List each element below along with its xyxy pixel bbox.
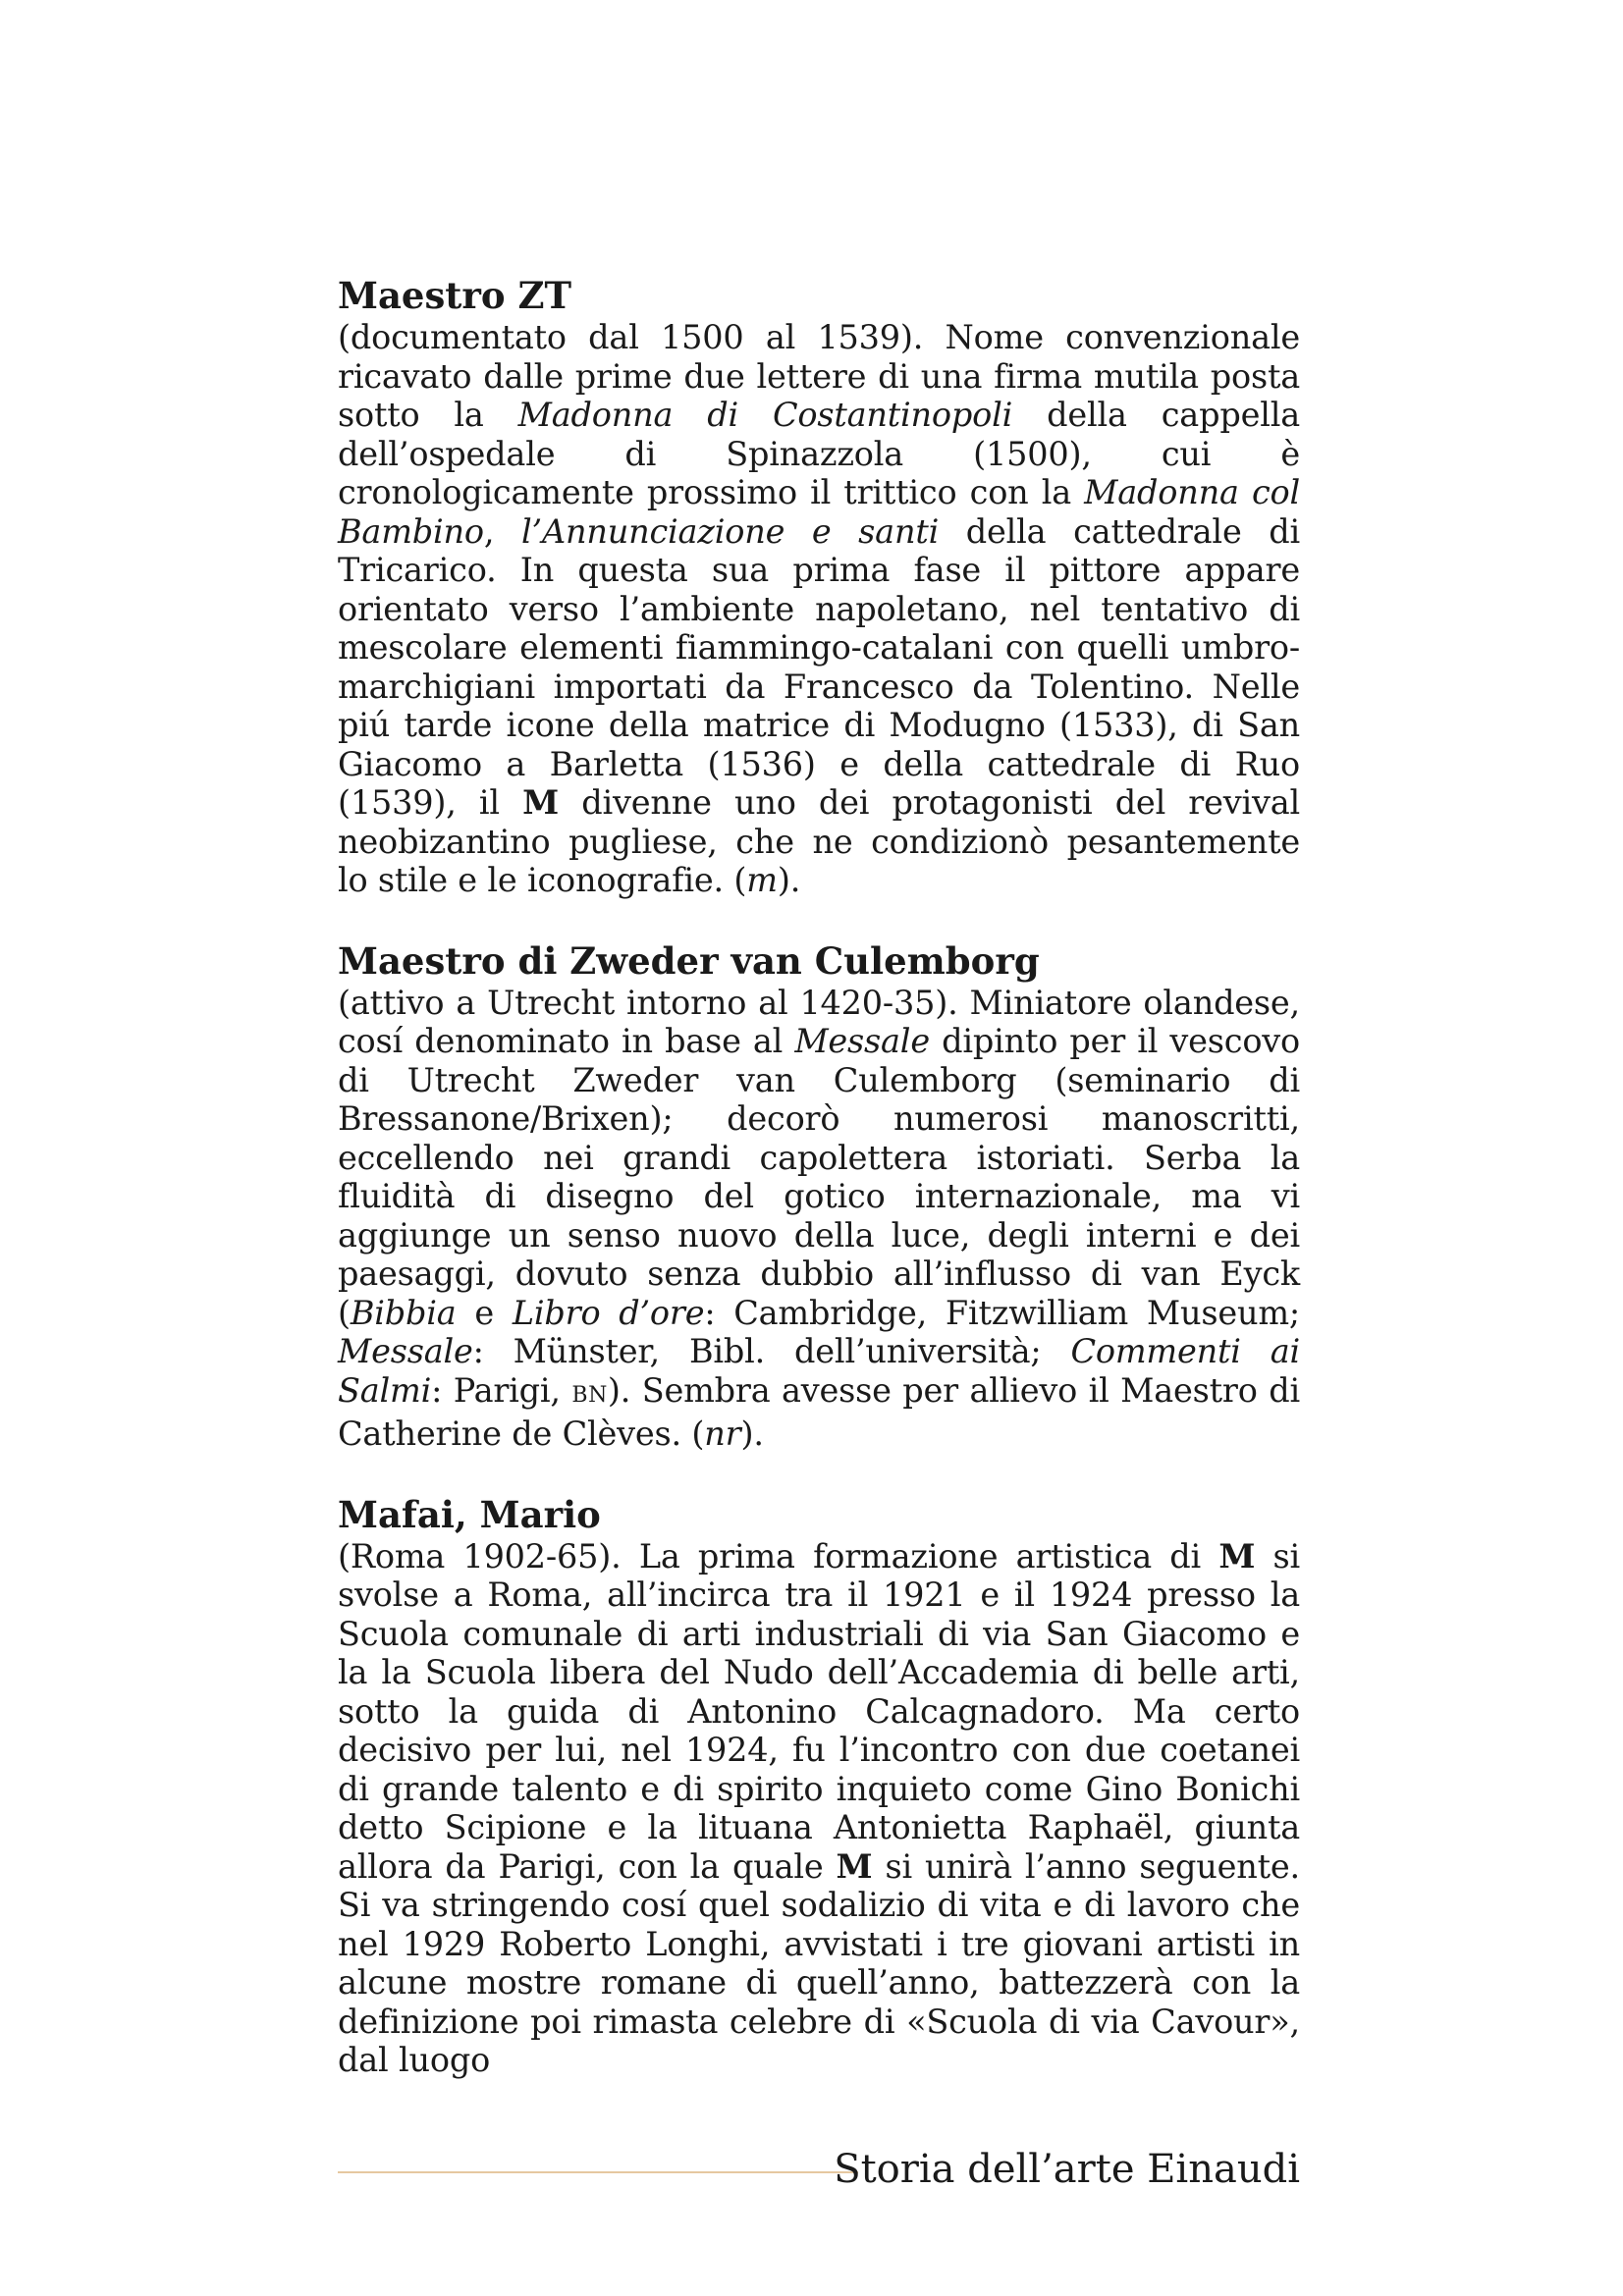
italic-run: Madonna col Bambino	[338, 473, 1300, 551]
entry-mafai-mario	[338, 1492, 1300, 2080]
text-run: divenne uno dei protagonisti del revival neobizantino pugliese, che ne condizionò pesantemente lo stile e le iconografie. (	[338, 783, 1300, 899]
footer-label: Storia dell’arte Einaudi	[834, 2147, 1300, 2192]
italic-run: Messale	[338, 1332, 473, 1370]
page-footer	[338, 2140, 1300, 2199]
text-run: (documentato dal 1500 al 1539). Nome convenzionale ricavato dalle prime due lettere di una firma mutila posta sotto la	[338, 318, 1300, 434]
text-run: (Roma 1902-65). La prima formazione artistica di	[338, 1536, 1219, 1575]
italic-run: Bibbia	[350, 1293, 457, 1332]
italic-run: Libro d’ore	[512, 1293, 705, 1332]
text-run: si unirà l’anno seguente. Si va stringendo cosí quel sodalizio di vita e di lavoro che nel 1929 Roberto Longhi, avvistati i tre giovani artisti in alcune mostre romane di quell’anno, battezzerà con la definizione poi rimasta celebre di «Scuola di via Cavour», dal luogo	[338, 1846, 1300, 2079]
bold-run: M	[836, 1846, 873, 1886]
entry-maestro-zweder	[338, 938, 1300, 1454]
text-run: e	[456, 1293, 513, 1332]
text-run: : Münster, Bibl. dell’università;	[472, 1332, 1071, 1370]
text-run: (attivo a Utrecht intorno al 1420-35). Miniatore olandese, cosí denominato in base al	[338, 983, 1300, 1060]
bold-run: M	[1218, 1536, 1256, 1575]
italic-run: Madonna di Costantinopoli	[517, 396, 1013, 434]
text-run: ). Sembra avesse per allievo il Maestro di Catherine de Clèves. (	[338, 1370, 1300, 1453]
text-run: della cappella dell’ospedale di Spinazzola (1500), cui è cronologicamente prossimo il trittico con la	[338, 396, 1300, 511]
footer-rule	[338, 2171, 858, 2173]
italic-run: l’Annunciazione e santi	[520, 511, 940, 551]
italic-run: Messale	[794, 1022, 930, 1060]
smallcaps-run: BN	[571, 1382, 608, 1408]
text-run: dipinto per il vescovo di Utrecht Zweder van Culemborg (seminario di Bressanone/Brixen); decorò numerosi manoscritti, eccellendo nei grandi capolettera istoriati. Serba la fluidità di disegno del gotico internazionale, ma vi aggiunge un senso nuovo della luce, degli interni e dei paesaggi, dovuto senza dubbio all’influsso di van Eyck (	[338, 1022, 1300, 1332]
entry-title: Maestro di Zweder van Culemborg	[338, 938, 1040, 983]
italic-run: nr	[704, 1415, 741, 1453]
text-run: : Parigi,	[431, 1370, 572, 1410]
entry-title: Mafai, Mario	[338, 1492, 601, 1536]
italic-run: Commenti ai Salmi	[338, 1332, 1300, 1410]
text-run: ,	[483, 511, 521, 551]
entry-body	[338, 318, 1300, 900]
italic-run: m	[746, 861, 778, 899]
entry-title: Maestro ZT	[338, 274, 571, 317]
text-run: : Cambridge, Fitzwilliam Museum;	[704, 1293, 1300, 1332]
bold-run: M	[522, 783, 560, 822]
text-run: della cattedrale di Tricarico. In questa sua prima fase il pittore appare orientato verso l’ambiente napoletano, nel tentativo di mescolare elementi fiammingo-catalani con quelli umbro-marchigiani importati da Francesco da Tolentino. Nelle piú tarde icone della matrice di Modugno (1533), di San Giacomo a Barletta (1536) e della cattedrale di Ruo (1539), il	[338, 511, 1300, 822]
entry-body	[338, 1537, 1300, 2080]
page-content	[338, 273, 1300, 2080]
text-run: ).	[740, 1415, 764, 1453]
text-run: si svolse a Roma, all’incirca tra il 1921 e il 1924 presso la Scuola comunale di arti industriali di via San Giacomo e la la Scuola libera del Nudo dell’Accademia di belle arti, sotto la guida di Antonino Calcagnadoro. Ma certo decisivo per lui, nel 1924, fu l’incontro con due coetanei di grande talento e di spirito inquieto come Gino Bonichi detto Scipione e la lituana Antonietta Raphaël, giunta allora da Parigi, con la quale	[338, 1536, 1300, 1886]
entry-maestro-zt	[338, 273, 1300, 900]
entry-body	[338, 984, 1300, 1454]
text-run: ).	[777, 861, 801, 899]
